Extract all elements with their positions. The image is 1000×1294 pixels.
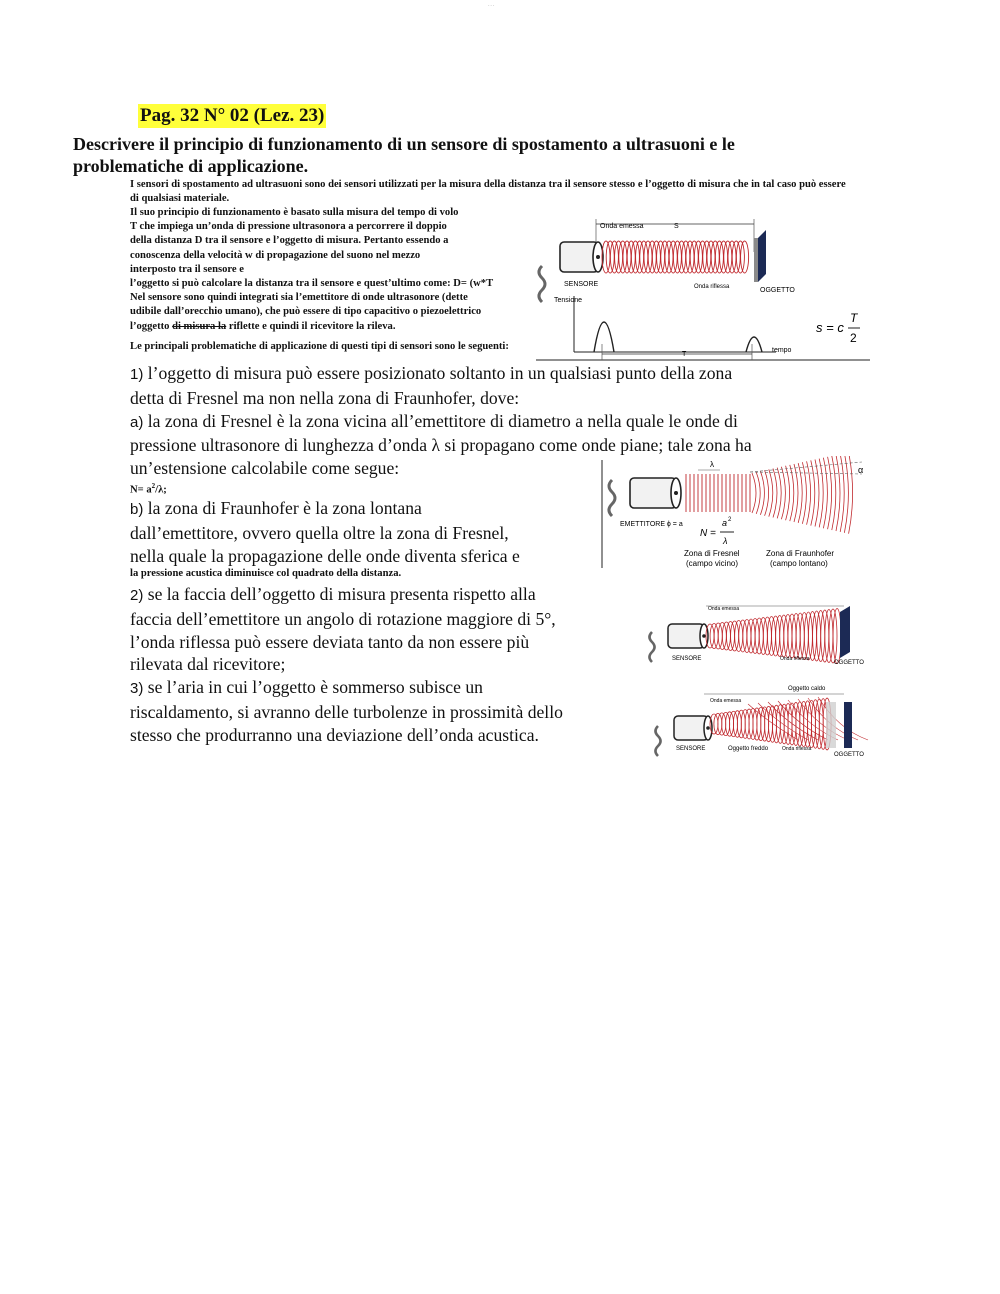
- fig1-label: S: [674, 223, 679, 230]
- wave-front: [844, 456, 848, 533]
- point-text: nella quale la propagazione delle onde diventa sferica e: [130, 545, 520, 566]
- wave-front: [823, 458, 827, 529]
- formula-text: s = c: [816, 320, 844, 335]
- wave-front: [815, 460, 819, 527]
- point-text: faccia dell’emettitore un angolo di rotazione maggiore di 5°,: [130, 608, 556, 629]
- formula-denominator: λ: [723, 536, 728, 546]
- point-number: b): [130, 501, 144, 518]
- problems-intro: Le principali problematiche di applicazione di questi tipi di sensori sono le seguenti:: [130, 340, 509, 352]
- wave-front: [798, 463, 802, 523]
- points-2-3: [130, 583, 630, 747]
- tilted-object-figure: [648, 582, 874, 668]
- point-text: se l’aria in cui l’oggetto è sommerso subisce un: [143, 677, 483, 698]
- wave-front: [790, 465, 794, 521]
- nearfield-formula: [700, 517, 734, 546]
- intro-line: [130, 320, 534, 334]
- intro-text: riflette e quindi il ricevitore la rileva.: [226, 320, 396, 332]
- formula-text: /λ;: [155, 484, 167, 496]
- intro-line: T che impiega un’onda di pressione ultrasonora a percorrere il doppio: [130, 221, 447, 233]
- wave-front: [819, 459, 823, 528]
- fig4-label: Onda emessa: [710, 698, 742, 704]
- emitter-label: EMETTITORE ϕ = a: [620, 521, 683, 528]
- fig4-label: Oggetto caldo: [788, 686, 826, 692]
- time-of-flight-figure: [534, 204, 874, 362]
- fig4-label: Onda riflessa: [782, 746, 812, 752]
- fig1-label: T: [682, 351, 687, 358]
- point-text: rilevata dal ricevitore;: [130, 654, 286, 675]
- formula-exponent: 2: [151, 481, 156, 490]
- wave-front: [786, 466, 790, 520]
- fig1-label: Onda emessa: [600, 223, 644, 230]
- wave-front: [836, 456, 840, 531]
- zone-label: Zona di Fresnel: [684, 549, 740, 558]
- question-title: Descrivere il principio di funzionamento di un sensore di spostamento a ultrasuoni e le problematiche di applicazione.: [73, 134, 735, 176]
- turbulence-figure: [648, 678, 874, 760]
- wave-front: [807, 461, 811, 524]
- lambda-label: λ: [710, 460, 714, 469]
- intro-line: interposto tra il sensore e: [130, 263, 244, 275]
- fig3-label: Onda emessa: [708, 606, 740, 612]
- intro-line: conoscenza della velocità w di propagazione del suono nel mezzo: [130, 249, 421, 261]
- emitted-waves: [706, 609, 841, 664]
- zone-label: (campo lontano): [770, 559, 828, 568]
- fig3-label: OGGETTO: [834, 660, 864, 666]
- alpha-label: α: [858, 465, 864, 475]
- wave-front: [769, 469, 773, 516]
- point-text: riscaldamento, si avranno delle turbolenze in prossimità dello: [130, 701, 563, 722]
- wave-front: [802, 462, 806, 524]
- point-number: 2): [130, 587, 144, 604]
- fig4-label: OGGETTO: [834, 752, 864, 758]
- wave-front: [781, 467, 785, 520]
- point-text: la pressione acustica diminuisce col quadrato della distanza.: [130, 568, 402, 580]
- wave-front: [840, 456, 844, 532]
- intro-column: [130, 206, 534, 354]
- fig1-label: Onda riflessa: [694, 284, 730, 290]
- point-text: l’onda riflessa può essere deviata tanto da non essere più: [130, 631, 530, 652]
- intro-line: della distanza D tra il sensore e l’oggetto di misura. Pertanto essendo a: [130, 235, 449, 247]
- wave-front: [828, 457, 832, 529]
- wave-front: [773, 469, 777, 518]
- emitted-waves: [602, 241, 749, 273]
- point-text: detta di Fresnel ma non nella zona di Fraunhofer, dove:: [130, 387, 520, 408]
- struck-text: di misura la: [172, 320, 227, 332]
- fig1-label: Tensione: [554, 297, 583, 304]
- fig4-label: Oggetto freddo: [728, 746, 769, 752]
- fig4-label: SENSORE: [676, 746, 706, 752]
- fig3-label: Onda riflessa: [780, 656, 810, 662]
- point-text: un’estensione calcolabile come segue:: [130, 458, 400, 479]
- point-text: stesso che produrranno una deviazione dell’onda acustica.: [130, 724, 539, 745]
- point-number: 1): [130, 366, 144, 383]
- wave-front: [832, 456, 836, 530]
- intro-paragraph: I sensori di spostamento ad ultrasuoni sono dei sensori utilizzati per la misura della distanza tra il sensore stesso e l’oggetto di misura che in tal caso può essere di qualsiasi materiale.: [130, 179, 846, 205]
- wave-front: [777, 468, 781, 519]
- wave-front: [756, 472, 760, 514]
- page-top-mark: - - -: [488, 2, 495, 7]
- fresnel-fraunhofer-figure: [600, 456, 870, 574]
- intro-line: Nel sensore sono quindi integrati sia l’emettitore di onde ultrasonore (dette: [130, 292, 468, 304]
- wave-front: [811, 460, 815, 525]
- formula-denominator: 2: [850, 331, 857, 345]
- formula-exponent: 2: [728, 517, 732, 523]
- point-text: la zona di Fraunhofer è la zona lontana: [143, 498, 422, 518]
- wave-front: [765, 470, 769, 515]
- point-number: 3): [130, 680, 144, 698]
- wave-front: [752, 473, 756, 513]
- fig1-label: tempo: [772, 347, 792, 354]
- intro-text: l’oggetto: [130, 320, 173, 332]
- formula-numerator: T: [850, 311, 858, 325]
- fig1-label: OGGETTO: [760, 287, 795, 294]
- intro-line: Il suo principio di funzionamento è basato sulla misura del tempo di volo: [130, 207, 459, 218]
- formula-text: N= a: [130, 484, 152, 496]
- intro-line: udibile dall’orecchio umano), che può essere di tipo capacitivo o piezoelettrico: [130, 306, 482, 318]
- zone-label: Zona di Fraunhofer: [766, 549, 835, 558]
- formula-numerator: a: [722, 518, 728, 528]
- wave-front: [849, 456, 853, 534]
- point-text: l’oggetto di misura può essere posizionato soltanto in un qualsiasi punto della zona: [143, 363, 733, 383]
- fig1-label: SENSORE: [564, 281, 599, 288]
- point-number: a): [130, 413, 144, 431]
- point-text: se la faccia dell’oggetto di misura presenta rispetto alla: [143, 584, 536, 604]
- wave-front: [760, 471, 764, 515]
- intro-line: l’oggetto si può calcolare la distanza tra il sensore e quest’ultimo come: D= (w*T: [130, 278, 494, 290]
- zone-label: (campo vicino): [686, 559, 739, 568]
- distance-formula: [816, 311, 860, 345]
- page-header: Pag. 32 N° 02 (Lez. 23): [140, 105, 325, 126]
- formula-text: N =: [700, 528, 716, 539]
- point-text: dall’emettitore, ovvero quella oltre la zona di Fresnel,: [130, 522, 509, 543]
- point-b: [130, 497, 580, 580]
- point-text: pressione ultrasonore di lunghezza d’onda λ si propagano come onde piane; tale zona ha: [130, 435, 752, 456]
- point-text: la zona di Fresnel è la zona vicina all’emettitore di diametro a nella quale le onde di: [143, 410, 738, 431]
- fig3-label: SENSORE: [672, 656, 702, 662]
